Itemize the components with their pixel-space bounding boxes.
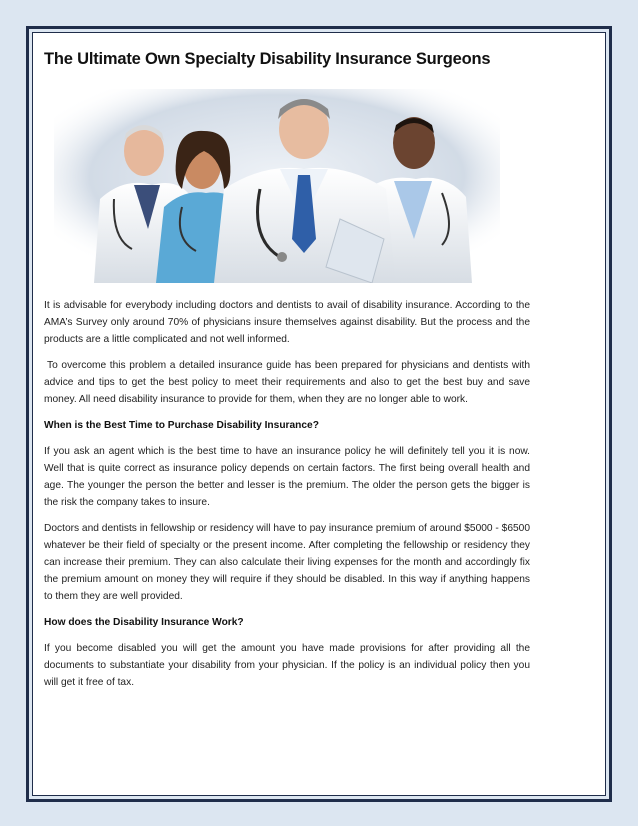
section-heading-how-it-works: How does the Disability Insurance Work?: [44, 617, 244, 628]
doctors-group-photo-icon: [54, 89, 500, 283]
section-heading-best-time: When is the Best Time to Purchase Disability Insurance?: [44, 420, 319, 431]
document-title: The Ultimate Own Specialty Disability Insurance Surgeons: [44, 50, 491, 68]
paragraph-intro: It is advisable for everybody including doctors and dentists to avail of disability insurance. According to the AMA’s Survey only around 70% of physicians insure themselves against disability. But the process and the products are a little complicated and not well informed.: [44, 300, 530, 345]
paragraph-how-it-works: If you become disabled you will get the amount you have made provisions for after providing all the documents to substantiate your disability from your physician. If the policy is an individual policy then you will get it free of tax.: [44, 643, 530, 688]
paragraph-residency: Doctors and dentists in fellowship or residency will have to pay insurance premium of around $5000 - $6500 whatever be their field of specialty or the present income. After completing the fellowship or residency they can increase their premium. They can also calculate their living expenses for the month and accordingly fix the premium amount on money they will require if they should be disabled. In this way if anything happens to them they are well provided.: [44, 523, 530, 602]
document-content: [44, 50, 530, 700]
paragraph-best-time: If you ask an agent which is the best time to have an insurance policy he will definitely tell you it is now. Well that is quite correct as insurance policy depends on certain factors. The first being overall health and age. The younger the person the better and lesser is the premium. The older the person gets the bigger is the risk the company takes to insure.: [44, 446, 530, 508]
paragraph-guide: To overcome this problem a detailed insurance guide has been prepared for physicians and dentists with advice and tips to get the best policy to meet their requirements and also to get the best buy and save money. All need disability insurance to provide for them, when they are no longer able to work.: [44, 360, 530, 405]
